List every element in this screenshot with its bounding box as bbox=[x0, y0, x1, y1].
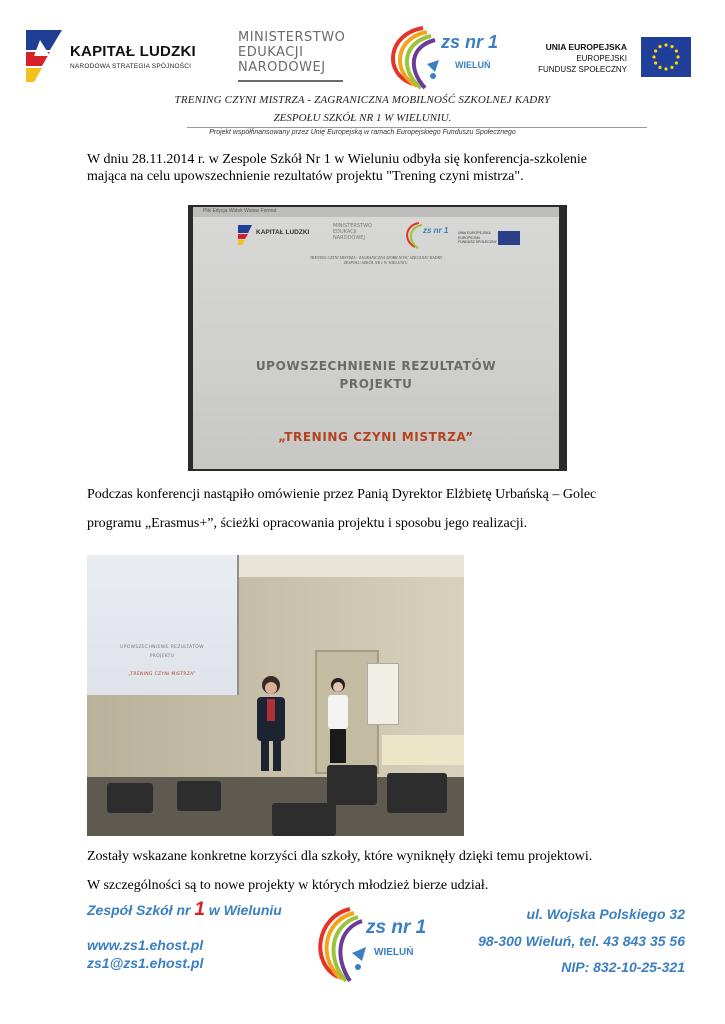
room-slide-heading-2: PROJEKTU bbox=[149, 654, 175, 659]
slide-menu-text: Plik Edycja Widok Wstaw Format bbox=[203, 208, 277, 214]
slide-menubar bbox=[193, 207, 559, 217]
footer-school-prefix: Zespół Szkół nr bbox=[87, 902, 195, 918]
footer-school-number: 1 bbox=[194, 899, 205, 920]
footer-website-link[interactable]: www.zs1.ehost.pl bbox=[87, 937, 204, 953]
slide-eu-caption bbox=[458, 231, 497, 245]
room-projection-screen bbox=[87, 555, 239, 695]
slide-heading-line-2: PROJEKTU bbox=[339, 377, 413, 391]
slide-kapital-logo bbox=[238, 225, 318, 247]
slide-heading-line-1: UPOWSZECHNIENIE REZULTATÓW bbox=[255, 359, 497, 373]
footer-city-phone: 98-300 Wieluń, tel. 43 843 35 56 bbox=[478, 933, 685, 949]
poster-stand bbox=[367, 663, 399, 725]
refreshment-table bbox=[382, 735, 464, 765]
kapital-ludzki-subtitle: NARODOWA STRATEGIA SPÓJNOŚCI bbox=[70, 63, 192, 70]
ministry-line-2: EDUKACJI bbox=[238, 45, 304, 60]
ministry-logo bbox=[238, 30, 345, 75]
footer-school-name bbox=[87, 899, 282, 921]
paragraph-presentation-2: programu „Erasmus+”, ścieżki opracowania projektu i sposobu jego realizacji. bbox=[87, 516, 528, 531]
paragraph-presentation-1: Podczas konferencji nastąpiło omówienie przez Panią Dyrektor Elżbietę Urbańską – Golec bbox=[87, 487, 597, 502]
slide-eu-line-1: UNIA EUROPEJSKA bbox=[458, 231, 491, 235]
slide-ministry-3: NARODOWEJ bbox=[333, 235, 365, 241]
chair bbox=[327, 765, 377, 805]
footer-email-link[interactable]: zs1@zs1.ehost.pl bbox=[87, 955, 204, 971]
slide-eu-line-3: FUNDUSZ SPOŁECZNY bbox=[458, 240, 497, 244]
slide-kapital-icon bbox=[238, 225, 254, 245]
footer-school-logo bbox=[312, 905, 436, 983]
speaker-person bbox=[247, 673, 295, 773]
chair bbox=[107, 783, 153, 813]
room-slide-heading-1: UPOWSZECHNIENIE REZULTATÓW bbox=[120, 645, 204, 650]
slide-ministry bbox=[333, 223, 372, 241]
slide-school-logo bbox=[403, 221, 453, 249]
eu-line-3: FUNDUSZ SPOŁECZNY bbox=[538, 65, 627, 74]
school-logo bbox=[383, 24, 523, 92]
slide-eu-flag bbox=[498, 231, 520, 245]
kapital-ludzki-title: KAPITAŁ LUDZKI bbox=[70, 43, 196, 60]
eu-flag bbox=[641, 37, 691, 77]
projection-screen bbox=[193, 207, 559, 469]
slide-school-name: ZESPOŁU SZKÓŁ NR 1 W WIELUNIU. bbox=[343, 260, 409, 265]
footer-school-suffix: w Wieluniu bbox=[204, 902, 282, 918]
chair bbox=[177, 781, 221, 811]
footer-logo-text: zs nr 1 bbox=[366, 917, 427, 938]
ministry-line-3: NARODOWEJ bbox=[238, 60, 326, 75]
paragraph-intro: W dniu 28.11.2014 r. w Zespole Szkół Nr 1 w Wieluniu odbyła się konferencja-szkolenie mająca na celu upowszechnienie rezultatów projektu "Trening czyni mistrza". bbox=[87, 152, 587, 184]
paragraph-benefits-2: W szczególności są to nowe projekty w których młodzież bierze udział. bbox=[87, 878, 489, 893]
page-header bbox=[0, 0, 725, 90]
footer-logo-city: WIELUŃ bbox=[374, 947, 414, 958]
school-logo-text: zs nr 1 bbox=[441, 32, 499, 52]
header-divider bbox=[187, 127, 647, 128]
slide-kapital-title: KAPITAŁ LUDZKI bbox=[256, 229, 310, 236]
room-slide-project-name: „TRENING CZYNI MISTRZA” bbox=[128, 672, 196, 677]
footer-nip: NIP: 832-10-25-321 bbox=[561, 959, 685, 975]
school-name-subtitle: ZESPOŁU SZKÓŁ NR 1 W WIELUNIU. bbox=[273, 112, 452, 124]
slide-eu-line-2: EUROPEJSKI bbox=[458, 235, 481, 240]
ministry-line-1: MINISTERSTWO bbox=[238, 30, 346, 45]
slide-project-name: „TRENING CZYNI MISTRZA” bbox=[278, 430, 474, 444]
slide-school-logo-text: zs nr 1 bbox=[423, 226, 449, 235]
paragraph-benefits-1: Zostały wskazane konkretne korzyści dla szkoły, które wyniknęły dzięki temu projektowi. bbox=[87, 849, 593, 864]
eu-line-2: EUROPEJSKI bbox=[576, 54, 627, 63]
slide-ministry-2: EDUKACJI bbox=[333, 229, 357, 235]
cofinance-note: Projekt współfinansowany przez Unię Europejską w ramach Europejskiego Funduszu Społecznego bbox=[209, 129, 516, 136]
chair bbox=[272, 803, 336, 836]
photo-projected-slide bbox=[188, 205, 567, 471]
slide-project-title: TRENING CZYNI MISTRZA - ZAGRANICZNA MOBILNOŚĆ SZKOLNEJ KADRY bbox=[309, 255, 443, 260]
slide-ministry-1: MINISTERSTWO bbox=[333, 223, 372, 229]
school-logo-city: WIELUŃ bbox=[455, 60, 491, 70]
eu-caption bbox=[538, 42, 627, 75]
eu-line-1: UNIA EUROPEJSKA bbox=[545, 42, 627, 52]
footer-address: ul. Wojska Polskiego 32 bbox=[526, 906, 685, 922]
ministry-underline bbox=[238, 80, 343, 82]
photo-conference-room bbox=[87, 555, 464, 836]
project-title: TRENING CZYNI MISTRZA - ZAGRANICZNA MOBILNOŚĆ SZKOLNEJ KADRY bbox=[174, 94, 551, 106]
assistant-person bbox=[323, 675, 353, 765]
chair bbox=[387, 773, 447, 813]
